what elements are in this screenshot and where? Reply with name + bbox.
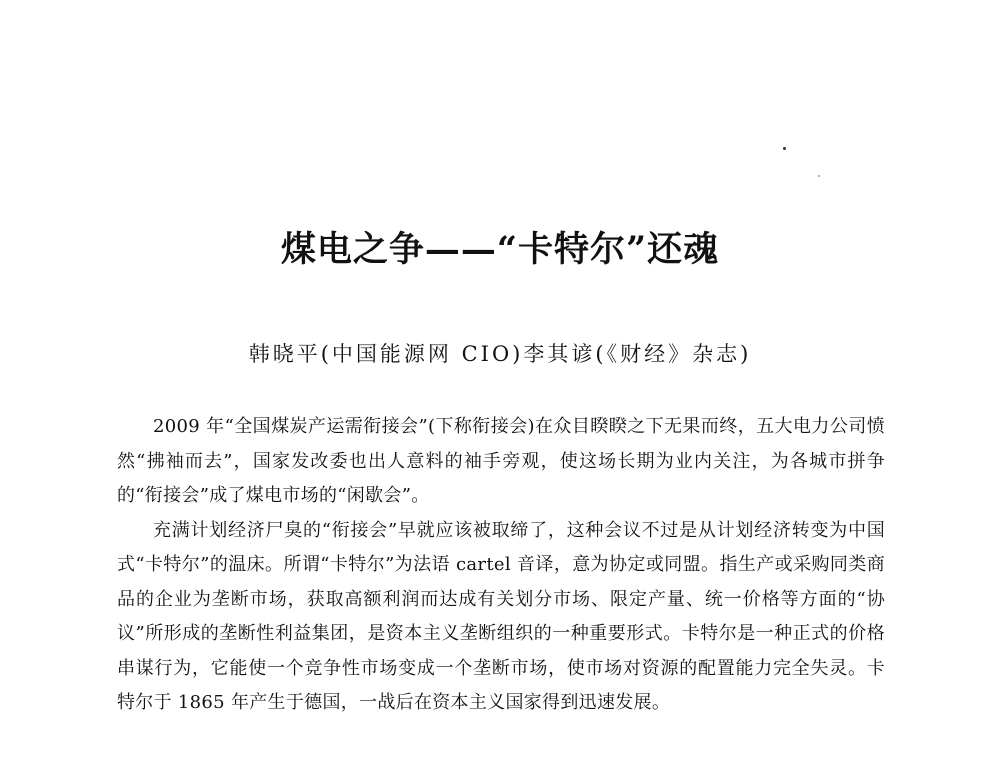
paragraph-1: 2009 年“全国煤炭产运需衔接会”(下称衔接会)在众目睽睽之下无果而终，五大电力公司愤然“拂袖而去”，国家发改委也出人意料的袖手旁观，使这场长期为业内关注，为各城市拼争的“衔接会”成了煤电市场的“闲歇会”。: [117, 416, 885, 506]
scan-speck: [818, 175, 820, 177]
article-body: [117, 410, 885, 721]
paragraph-2: 充满计划经济尸臭的“衔接会”早就应该被取缔了，这种会议不过是从计划经济转变为中国式“卡特尔”的温床。所谓“卡特尔”为法语 cartel 音译，意为协定或同盟。指生产或采购同类商品的企业为垄断市场，获取高额利润而达成有关划分市场、限定产量、统一价格等方面的“协议”所形成的垄断性利益集团，是资本主义垄断组织的一种重要形式。卡特尔是一种正式的价格串谋行为，它能使一个竞争性市场变成一个垄断市场，使市场对资源的配置能力完全失灵。卡特尔于 1865 年产生于德国，一战后在资本主义国家得到迅速发展。: [117, 519, 885, 713]
article-title: 煤电之争——“卡特尔”还魂: [280, 229, 720, 270]
scan-speck: [783, 147, 786, 150]
article-byline: 韩晓平(中国能源网 CIO)李其谚(《财经》杂志): [248, 342, 752, 366]
